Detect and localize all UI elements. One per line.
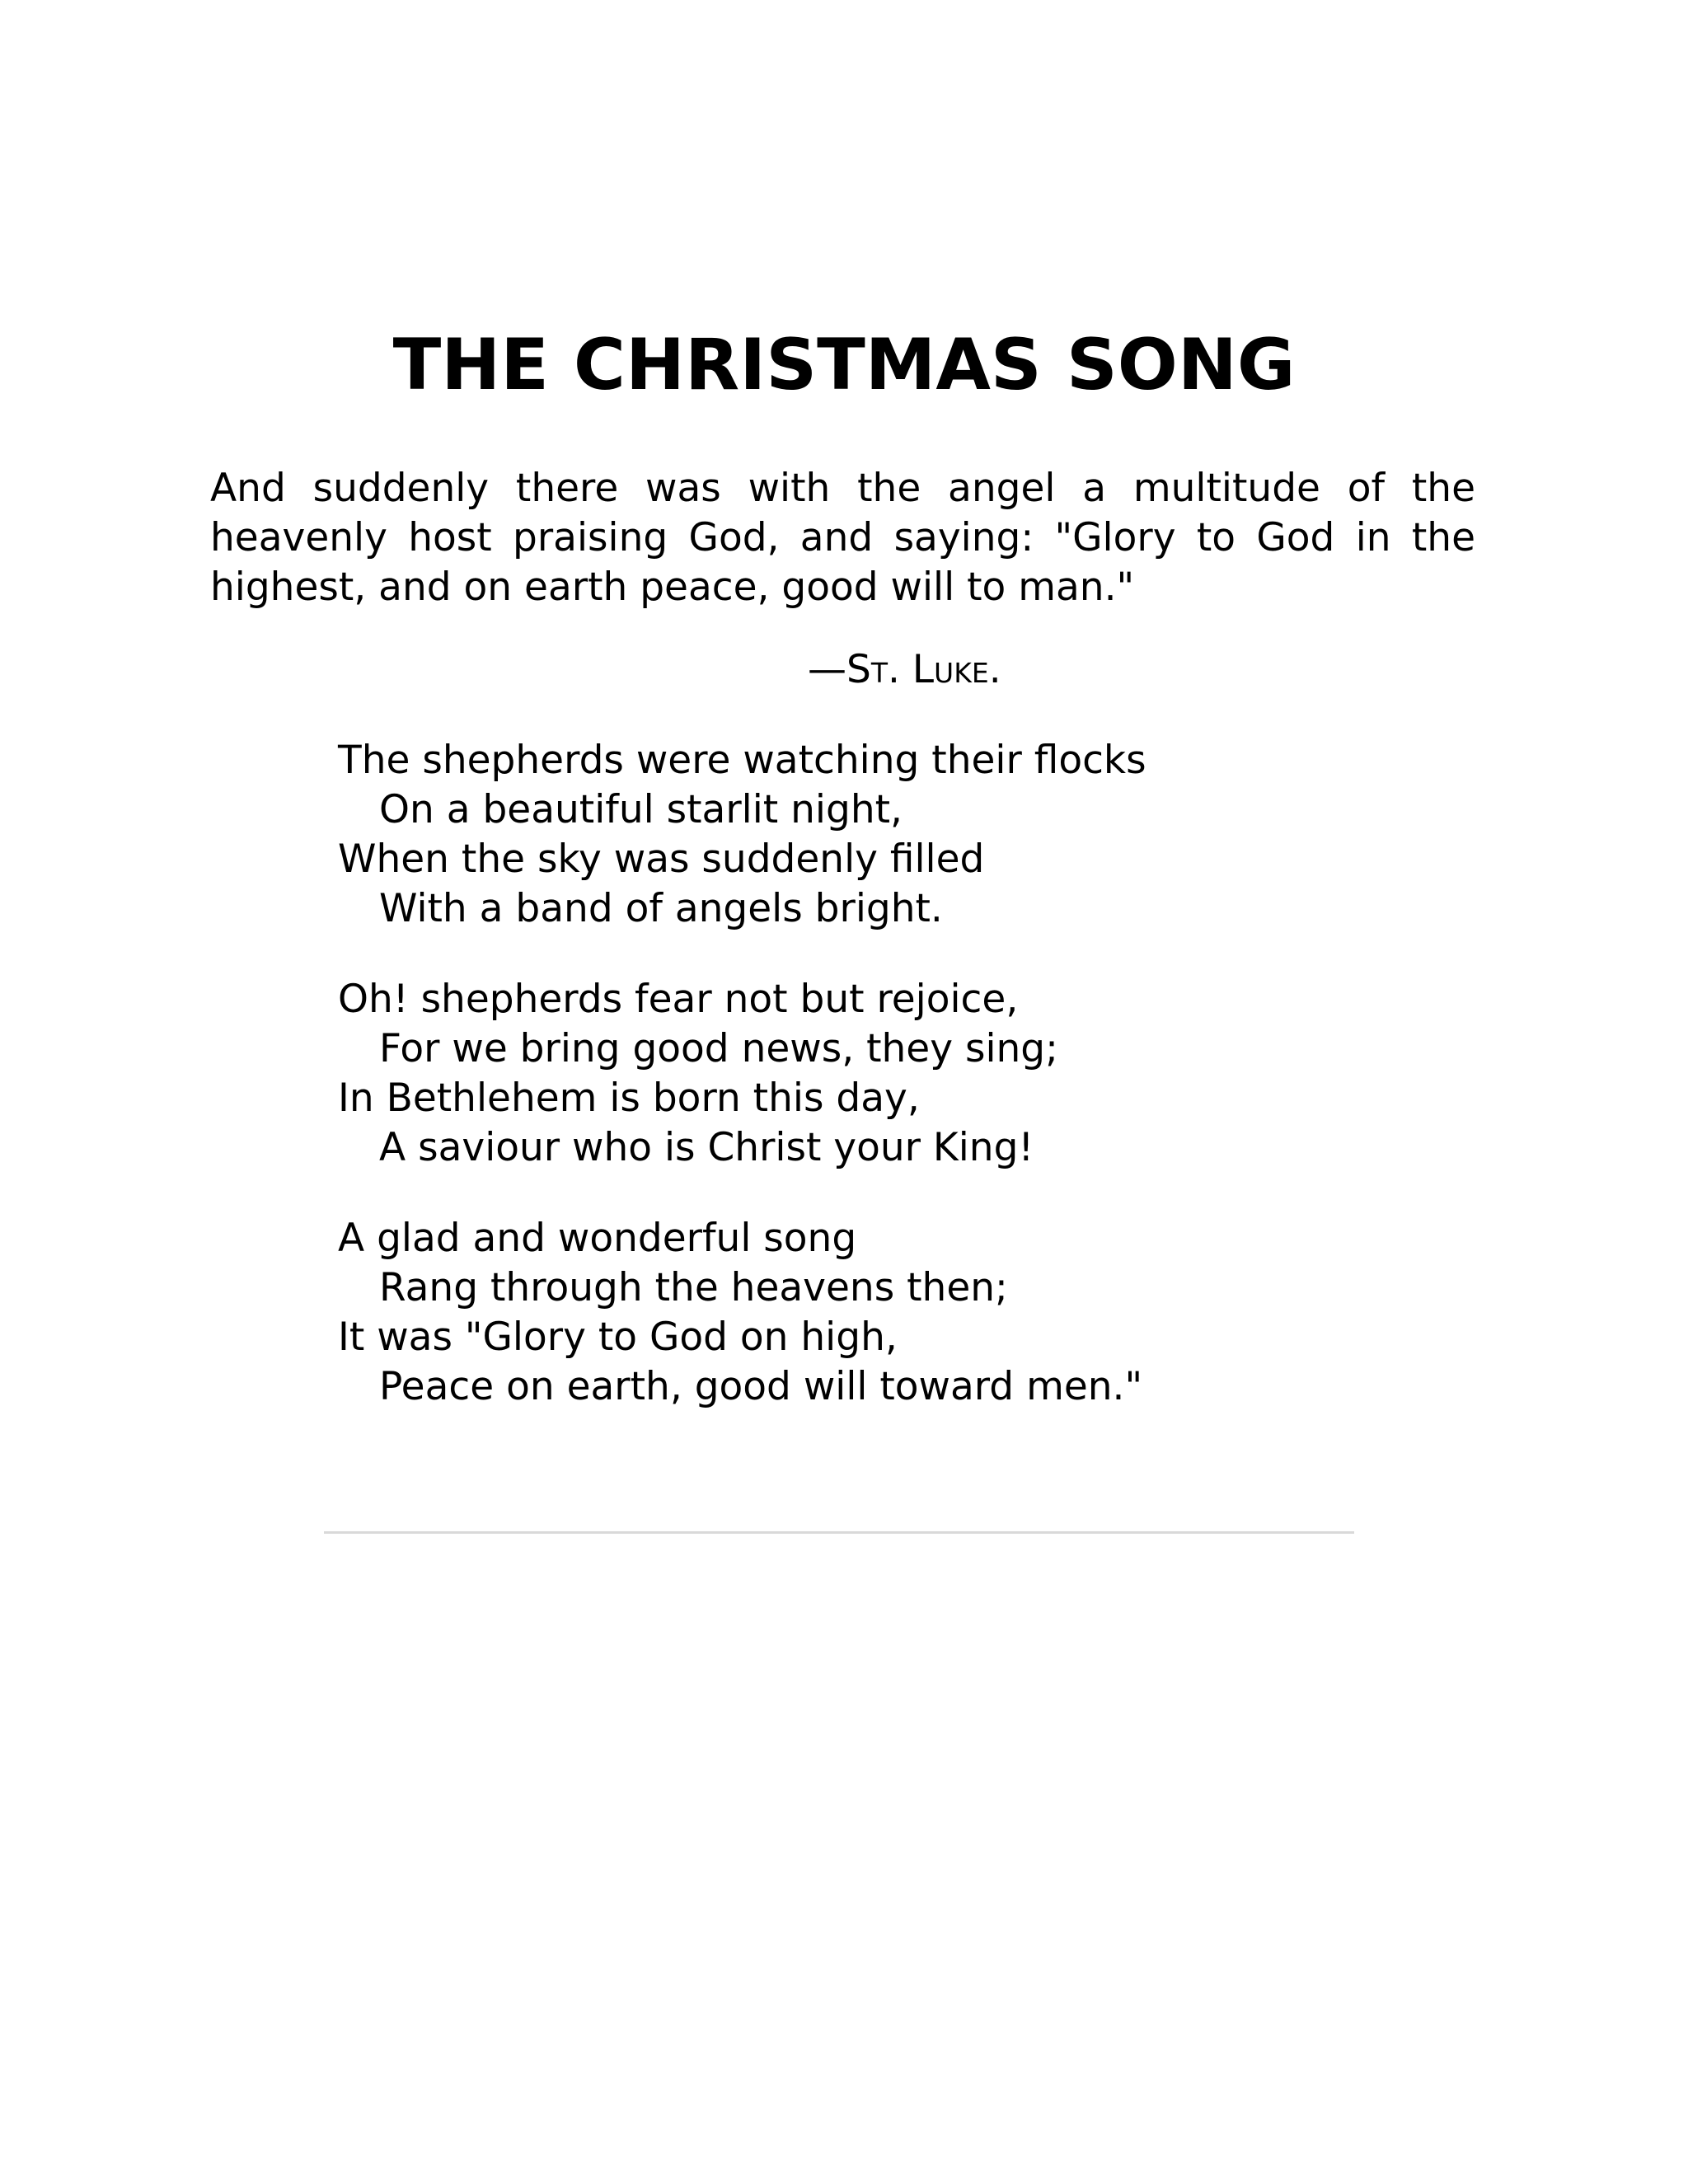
- poem-line-indented: A saviour who is Christ your King!: [379, 1125, 1034, 1170]
- epigraph-attribution: [808, 645, 1001, 695]
- poem: [338, 736, 1409, 1453]
- poem-line: The shepherds were watching their flocks: [338, 738, 1146, 783]
- section-divider: [324, 1531, 1354, 1534]
- stanza-1: [338, 736, 1409, 934]
- poem-line: It was "Glory to God on high,: [338, 1315, 898, 1360]
- page-title: THE CHRISTMAS SONG: [392, 324, 1296, 406]
- poem-line: A glad and wonderful song: [338, 1216, 857, 1261]
- poem-line: In Bethlehem is born this day,: [338, 1076, 920, 1121]
- poem-line-indented: On a beautiful starlit night,: [379, 787, 903, 832]
- epigraph-text: And suddenly there was with the angel a multitude of the heavenly host praising God, and saying: "Glory to God in the highest, and on earth peace, good will to man.": [210, 466, 1475, 610]
- stanza-3: [338, 1214, 1409, 1412]
- poem-line-indented: With a band of angels bright.: [379, 886, 943, 931]
- poem-line: Oh! shepherds fear not but rejoice,: [338, 977, 1019, 1022]
- poem-line-indented: Rang through the heavens then;: [379, 1265, 1008, 1310]
- poem-line: When the sky was suddenly filled: [338, 837, 985, 882]
- stanza-2: [338, 975, 1409, 1173]
- attribution-name: St. Luke.: [846, 647, 1001, 692]
- poem-line-indented: Peace on earth, good will toward men.": [379, 1364, 1143, 1409]
- poem-line-indented: For we bring good news, they sing;: [379, 1026, 1058, 1071]
- attribution-dash: —: [808, 647, 846, 692]
